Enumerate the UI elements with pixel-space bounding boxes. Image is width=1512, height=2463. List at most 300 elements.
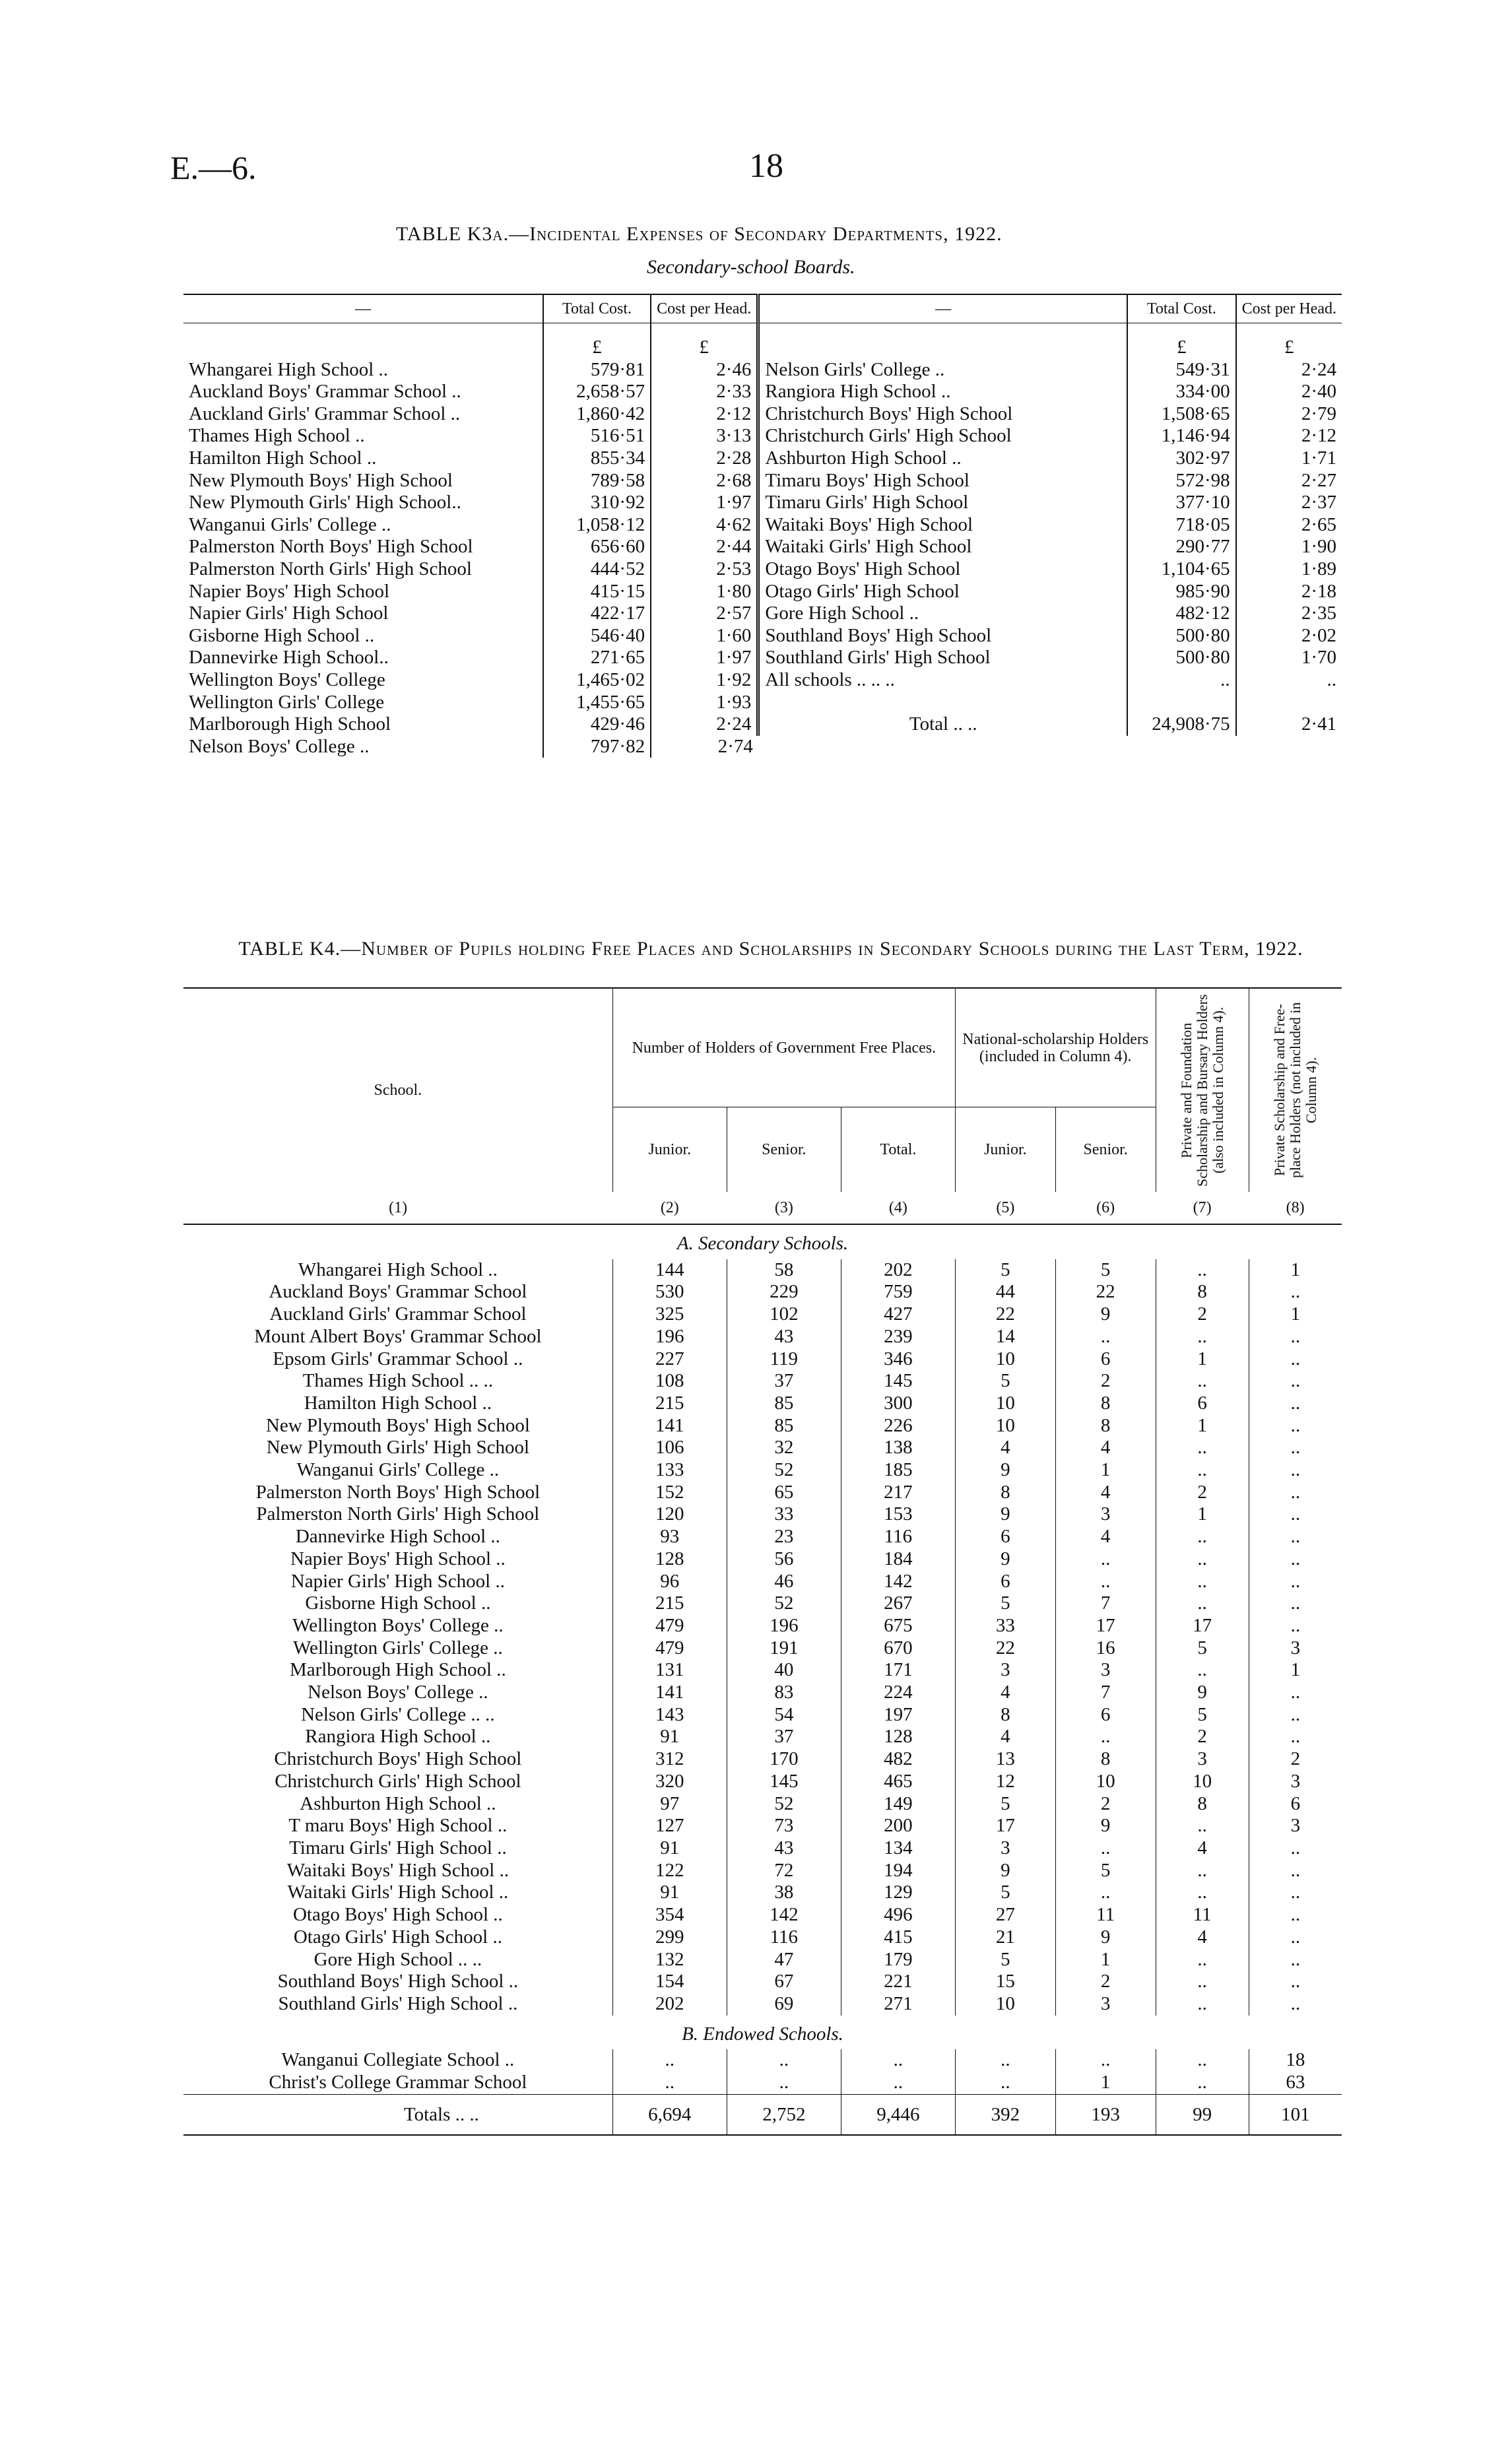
- value-cell: ..: [1249, 1926, 1342, 1949]
- unit-label: £: [1127, 323, 1236, 359]
- value-cell: 122: [612, 1860, 727, 1882]
- value-cell: 17: [1156, 1615, 1249, 1637]
- value-cell: 141: [612, 1682, 727, 1704]
- value-cell: 129: [841, 1882, 955, 1904]
- school-name: Christchurch Girls' High School: [275, 1770, 521, 1792]
- total-cost: 500·80: [1127, 647, 1236, 669]
- unit-label: £: [1236, 323, 1342, 359]
- value-cell: ..: [1156, 1437, 1249, 1459]
- value-cell: 170: [727, 1748, 841, 1771]
- value-cell: 8: [955, 1704, 1055, 1726]
- value-cell: 415: [841, 1926, 955, 1949]
- cost-per-head: 2·33: [651, 381, 758, 403]
- value-cell: 4: [955, 1726, 1055, 1748]
- cost-per-head: 2·28: [651, 447, 758, 470]
- school-name: Gore High School .. ..: [313, 1948, 482, 1970]
- value-cell: 9,446: [841, 2094, 955, 2135]
- school-name: Napier Girls' High School: [189, 603, 389, 624]
- cost-per-head: 2·24: [1236, 359, 1342, 381]
- value-cell: 496: [841, 1904, 955, 1926]
- school-name: Waitaki Girls' High School: [758, 536, 1127, 558]
- table-row: [183, 1682, 1342, 1704]
- value-cell: 4: [1156, 1926, 1249, 1949]
- document-reference: E.—6.: [170, 149, 257, 186]
- section-heading-row: [183, 2016, 1342, 2050]
- cost-per-head: 2·46: [651, 359, 758, 381]
- value-cell: 145: [727, 1771, 841, 1793]
- table-row: [183, 1860, 1342, 1882]
- value-cell: 73: [727, 1815, 841, 1837]
- value-cell: ..: [1249, 1571, 1342, 1593]
- value-cell: 7: [1055, 1682, 1156, 1704]
- value-cell: 4: [1055, 1526, 1156, 1548]
- total-cost: 429·46: [543, 713, 651, 736]
- value-cell: 58: [727, 1259, 841, 1282]
- value-cell: ..: [1156, 1882, 1249, 1904]
- table-k4: [183, 987, 1342, 2136]
- value-cell: 10: [955, 1993, 1055, 2016]
- value-cell: 14: [955, 1326, 1055, 1348]
- table-row: [183, 736, 1342, 758]
- column-number: (4): [841, 1192, 955, 1224]
- value-cell: 154: [612, 1971, 727, 1993]
- value-cell: 144: [612, 1259, 727, 1282]
- value-cell: ..: [1055, 2049, 1156, 2072]
- cost-per-head: 2·27: [1236, 470, 1342, 492]
- table-row: [183, 1593, 1342, 1615]
- value-cell: 530: [612, 1281, 727, 1303]
- value-cell: 2: [1055, 1793, 1156, 1816]
- table-row: [183, 558, 1342, 581]
- table-row: [183, 1926, 1342, 1949]
- school-name: Dannevirke High School ..: [295, 1526, 500, 1548]
- spacer: [758, 692, 1127, 714]
- cost-per-head: 2·37: [1236, 492, 1342, 514]
- value-cell: 179: [841, 1949, 955, 1971]
- value-cell: 4: [1055, 1437, 1156, 1459]
- value-cell: 194: [841, 1860, 955, 1882]
- value-cell: 3: [1249, 1637, 1342, 1660]
- section-heading: A. Secondary Schools.: [676, 1233, 849, 1254]
- totals-row: [183, 2094, 1342, 2135]
- value-cell: 16: [1055, 1637, 1156, 1660]
- value-cell: 312: [612, 1748, 727, 1771]
- value-cell: 5: [955, 1882, 1055, 1904]
- school-name: Dannevirke High School..: [189, 647, 389, 669]
- value-cell: ..: [1249, 1482, 1342, 1504]
- cost-per-head: 2·44: [651, 536, 758, 558]
- value-cell: ..: [1156, 1593, 1249, 1615]
- total-cost: 500·80: [1127, 625, 1236, 647]
- school-name: Rangiora High School ..: [758, 381, 1127, 403]
- value-cell: 482: [841, 1748, 955, 1771]
- table-row: [183, 647, 1342, 669]
- school-name: Nelson Girls' College ..: [758, 359, 1127, 381]
- value-cell: ..: [1249, 1904, 1342, 1926]
- cost-per-head: 1·93: [651, 692, 758, 714]
- column-number: (5): [955, 1192, 1055, 1224]
- school-name: Wellington Boys' College ..: [292, 1614, 504, 1636]
- cost-per-head: 1·97: [651, 647, 758, 669]
- table-row: [183, 581, 1342, 603]
- total-cost: 415·15: [543, 581, 651, 603]
- value-cell: 1: [1156, 1415, 1249, 1437]
- total-cost: 1,104·65: [1127, 558, 1236, 581]
- value-cell: 2: [1249, 1748, 1342, 1771]
- school-name: Southland Girls' High School ..: [278, 1992, 518, 2014]
- k3a-col-head-right: Cost per Head.: [1236, 294, 1342, 323]
- value-cell: 4: [955, 1437, 1055, 1459]
- k4-col-national-scholarship: National-scholarship Holders (included in Column 4).: [955, 988, 1156, 1107]
- value-cell: ..: [1156, 1526, 1249, 1548]
- table-row: [183, 1259, 1342, 1282]
- table-row: [183, 447, 1342, 470]
- value-cell: 215: [612, 1393, 727, 1415]
- value-cell: 9: [955, 1503, 1055, 1526]
- total-cost: 579·81: [543, 359, 651, 381]
- value-cell: 10: [955, 1393, 1055, 1415]
- value-cell: 37: [727, 1726, 841, 1748]
- value-cell: 1: [1249, 1659, 1342, 1682]
- value-cell: 8: [1156, 1281, 1249, 1303]
- value-cell: 1: [1055, 1949, 1156, 1971]
- total-cost: 549·31: [1127, 359, 1236, 381]
- value-cell: 116: [841, 1526, 955, 1548]
- cost-per-head: 2·57: [651, 603, 758, 625]
- table-row: [183, 514, 1342, 537]
- cost-per-head: 2·02: [1236, 625, 1342, 647]
- value-cell: 5: [1055, 1860, 1156, 1882]
- section-heading: B. Endowed Schools.: [682, 2023, 843, 2045]
- value-cell: ..: [727, 2049, 841, 2072]
- value-cell: ..: [1249, 1993, 1342, 2016]
- value-cell: 5: [955, 1593, 1055, 1615]
- value-cell: 46: [727, 1571, 841, 1593]
- value-cell: 193: [1055, 2094, 1156, 2135]
- value-cell: 320: [612, 1771, 727, 1793]
- value-cell: ..: [1249, 1615, 1342, 1637]
- k4-col-school: School.: [183, 988, 612, 1192]
- k3a-body: [183, 323, 1342, 758]
- value-cell: 10: [955, 1348, 1055, 1371]
- value-cell: ..: [1249, 1415, 1342, 1437]
- school-name: Marlborough High School: [189, 713, 391, 735]
- school-name: Waitaki Girls' High School ..: [287, 1882, 509, 1903]
- cost-per-head: 2·65: [1236, 514, 1342, 537]
- value-cell: 267: [841, 1593, 955, 1615]
- cost-per-head: 2·53: [651, 558, 758, 581]
- value-cell: 3: [1055, 1993, 1156, 2016]
- k4-col-private-foundation: Private and Foundation Scholarship and Bursary Holders (also included in Column 4).: [1156, 988, 1249, 1192]
- value-cell: 6: [1055, 1704, 1156, 1726]
- value-cell: 9: [1055, 1926, 1156, 1949]
- unit-label: £: [651, 323, 758, 359]
- school-name: Totals .. ..: [183, 2094, 612, 2135]
- column-number: (3): [727, 1192, 841, 1224]
- table-row: [183, 381, 1342, 403]
- value-cell: 5: [1156, 1704, 1249, 1726]
- value-cell: ..: [1156, 1659, 1249, 1682]
- total-cost: 985·90: [1127, 581, 1236, 603]
- school-name: Auckland Girls' Grammar School: [269, 1303, 527, 1325]
- value-cell: 47: [727, 1949, 841, 1971]
- value-cell: 224: [841, 1682, 955, 1704]
- value-cell: 197: [841, 1704, 955, 1726]
- k4-body: [183, 1224, 1342, 2135]
- school-name: T maru Boys' High School ..: [288, 1815, 508, 1837]
- table-row: [183, 1548, 1342, 1571]
- school-name: Napier Girls' High School ..: [290, 1570, 505, 1592]
- value-cell: 38: [727, 1882, 841, 1904]
- value-cell: 1: [1249, 1303, 1342, 1326]
- value-cell: 196: [612, 1326, 727, 1348]
- value-cell: 106: [612, 1437, 727, 1459]
- value-cell: 22: [955, 1303, 1055, 1326]
- k4-col-senior: Senior.: [727, 1107, 841, 1193]
- value-cell: 5: [955, 1793, 1055, 1816]
- value-cell: 5: [1055, 1259, 1156, 1282]
- table-row: [183, 1526, 1342, 1548]
- value-cell: 2: [1055, 1971, 1156, 1993]
- value-cell: 2,752: [727, 2094, 841, 2135]
- table-row: [183, 1993, 1342, 2016]
- value-cell: ..: [1055, 1326, 1156, 1348]
- value-cell: 17: [1055, 1615, 1156, 1637]
- value-cell: 43: [727, 1326, 841, 1348]
- value-cell: ..: [1156, 1370, 1249, 1393]
- value-cell: 93: [612, 1526, 727, 1548]
- school-name: Christchurch Boys' High School: [274, 1748, 522, 1770]
- school-name: Wellington Boys' College: [189, 669, 385, 690]
- value-cell: ..: [1156, 1993, 1249, 2016]
- value-cell: 171: [841, 1659, 955, 1682]
- school-name: Otago Girls' High School ..: [293, 1926, 502, 1948]
- school-name: Nelson Boys' College ..: [189, 735, 370, 757]
- table-row: [183, 1615, 1342, 1637]
- value-cell: 239: [841, 1326, 955, 1348]
- value-cell: 200: [841, 1815, 955, 1837]
- table-row: [183, 1637, 1342, 1660]
- table-row: [183, 1303, 1342, 1326]
- value-cell: ..: [1249, 1882, 1342, 1904]
- value-cell: 37: [727, 1370, 841, 1393]
- value-cell: 108: [612, 1370, 727, 1393]
- cost-per-head: 2·68: [651, 470, 758, 492]
- value-cell: 101: [1249, 2094, 1342, 2135]
- table-k3a: [183, 294, 1342, 758]
- value-cell: 221: [841, 1971, 955, 1993]
- k3a-col-total-right: Total Cost.: [1127, 294, 1236, 323]
- value-cell: ..: [1249, 1726, 1342, 1748]
- value-cell: 133: [612, 1459, 727, 1482]
- value-cell: 675: [841, 1615, 955, 1637]
- value-cell: 9: [1055, 1815, 1156, 1837]
- k3a-col-school-left: —: [183, 294, 543, 323]
- school-name: Palmerston North Girls' High School: [256, 1503, 540, 1525]
- value-cell: 185: [841, 1459, 955, 1482]
- value-cell: 153: [841, 1503, 955, 1526]
- k4-col-nat-senior: Senior.: [1055, 1107, 1156, 1193]
- total-cost: 855·34: [543, 447, 651, 470]
- value-cell: 15: [955, 1971, 1055, 1993]
- value-cell: 10: [1156, 1771, 1249, 1793]
- value-cell: ..: [1055, 1882, 1156, 1904]
- table-row: [183, 1837, 1342, 1860]
- value-cell: 202: [612, 1993, 727, 2016]
- value-cell: 23: [727, 1526, 841, 1548]
- value-cell: 6: [1156, 1393, 1249, 1415]
- spacer: [1127, 692, 1236, 714]
- total-cost: 444·52: [543, 558, 651, 581]
- value-cell: 8: [1055, 1415, 1156, 1437]
- grand-total-cost: 24,908·75: [1127, 713, 1236, 736]
- k3a-col-head-left: Cost per Head.: [651, 294, 758, 323]
- school-name: Wanganui Girls' College ..: [189, 513, 391, 535]
- school-name: Hamilton High School ..: [189, 447, 377, 469]
- school-name: New Plymouth Boys' High School: [189, 469, 453, 491]
- value-cell: ..: [612, 2049, 727, 2072]
- table-row: [183, 1726, 1342, 1748]
- cost-per-head: 4·62: [651, 514, 758, 537]
- value-cell: 85: [727, 1415, 841, 1437]
- value-cell: 52: [727, 1593, 841, 1615]
- value-cell: ..: [612, 2072, 727, 2094]
- page-number: 18: [749, 147, 783, 185]
- school-name: Ashburton High School ..: [300, 1792, 496, 1814]
- column-number: (1): [183, 1192, 612, 1224]
- value-cell: 72: [727, 1860, 841, 1882]
- value-cell: 9: [955, 1459, 1055, 1482]
- section-heading-row: [183, 1224, 1342, 1259]
- value-cell: ..: [841, 2049, 955, 2072]
- school-name: Timaru Girls' High School ..: [289, 1837, 507, 1858]
- school-name: New Plymouth Boys' High School: [265, 1414, 530, 1436]
- value-cell: 11: [1055, 1904, 1156, 1926]
- value-cell: ..: [1249, 1682, 1342, 1704]
- value-cell: 9: [1055, 1303, 1156, 1326]
- school-name: Hamilton High School ..: [304, 1392, 492, 1414]
- value-cell: 9: [1156, 1682, 1249, 1704]
- value-cell: ..: [1055, 1837, 1156, 1860]
- table-row: [183, 1815, 1342, 1837]
- value-cell: 99: [1156, 2094, 1249, 2135]
- school-name: Napier Boys' High School: [189, 580, 390, 602]
- value-cell: 44: [955, 1281, 1055, 1303]
- school-name: Otago Boys' High School: [758, 558, 1127, 581]
- value-cell: ..: [955, 2072, 1055, 2094]
- value-cell: 2: [1156, 1303, 1249, 1326]
- total-cost: 302·97: [1127, 447, 1236, 470]
- value-cell: 116: [727, 1926, 841, 1949]
- school-name: Whangarei High School ..: [298, 1259, 498, 1280]
- k4-col-total: Total.: [841, 1107, 955, 1193]
- value-cell: 202: [841, 1259, 955, 1282]
- value-cell: 354: [612, 1904, 727, 1926]
- value-cell: 119: [727, 1348, 841, 1371]
- total-cost: ..: [1127, 669, 1236, 692]
- school-name: Christchurch Boys' High School: [758, 403, 1127, 426]
- table-row: [183, 1348, 1342, 1371]
- value-cell: 3: [955, 1659, 1055, 1682]
- value-cell: 299: [612, 1926, 727, 1949]
- school-name: Waitaki Boys' High School: [758, 514, 1127, 537]
- value-cell: 9: [955, 1548, 1055, 1571]
- school-name: Christchurch Girls' High School: [758, 425, 1127, 447]
- school-name: Whangarei High School ..: [189, 358, 389, 380]
- table-row: [183, 1882, 1342, 1904]
- value-cell: 85: [727, 1393, 841, 1415]
- value-cell: ..: [1156, 2049, 1249, 2072]
- unit-label: £: [543, 323, 651, 359]
- value-cell: 2: [1055, 1370, 1156, 1393]
- value-cell: ..: [1249, 1370, 1342, 1393]
- school-name: Gisborne High School ..: [305, 1593, 491, 1614]
- value-cell: ..: [1156, 1259, 1249, 1282]
- value-cell: 132: [612, 1949, 727, 1971]
- value-cell: 97: [612, 1793, 727, 1816]
- total-cost: 1,058·12: [543, 514, 651, 537]
- value-cell: 27: [955, 1904, 1055, 1926]
- school-name: Southland Boys' High School: [758, 625, 1127, 647]
- value-cell: 56: [727, 1548, 841, 1571]
- cost-per-head: 2·24: [651, 713, 758, 736]
- table-row: [183, 2072, 1342, 2094]
- table-row: [183, 1971, 1342, 1993]
- k4-col-gov-free-places: Number of Holders of Government Free Places.: [612, 988, 955, 1107]
- school-name: Timaru Boys' High School: [758, 470, 1127, 492]
- school-name: Wellington Girls' College ..: [292, 1637, 503, 1658]
- value-cell: 33: [727, 1503, 841, 1526]
- total-cost: 656·60: [543, 536, 651, 558]
- value-cell: 191: [727, 1637, 841, 1660]
- value-cell: 226: [841, 1415, 955, 1437]
- school-name: Palmerston North Boys' High School: [255, 1481, 541, 1503]
- value-cell: 217: [841, 1482, 955, 1504]
- school-name: Auckland Boys' Grammar School: [269, 1281, 527, 1303]
- school-name: Marlborough High School ..: [289, 1659, 506, 1681]
- value-cell: ..: [1249, 1348, 1342, 1371]
- value-cell: 22: [955, 1637, 1055, 1660]
- value-cell: 21: [955, 1926, 1055, 1949]
- value-cell: 142: [841, 1571, 955, 1593]
- table-row: [183, 669, 1342, 692]
- school-name: New Plymouth Girls' High School: [266, 1437, 530, 1459]
- school-name: Christ's College Grammar School: [269, 2072, 527, 2093]
- value-cell: ..: [1249, 1326, 1342, 1348]
- value-cell: 3: [1249, 1815, 1342, 1837]
- value-cell: 6: [955, 1571, 1055, 1593]
- value-cell: ..: [1249, 1526, 1342, 1548]
- school-name: Timaru Girls' High School: [758, 492, 1127, 514]
- value-cell: 40: [727, 1659, 841, 1682]
- total-cost: 516·51: [543, 425, 651, 447]
- value-cell: 18: [1249, 2049, 1342, 2072]
- value-cell: 2: [1156, 1482, 1249, 1504]
- table-row: [183, 1482, 1342, 1504]
- value-cell: 427: [841, 1303, 955, 1326]
- total-cost: 334·00: [1127, 381, 1236, 403]
- column-number: (6): [1055, 1192, 1156, 1224]
- value-cell: ..: [1156, 1326, 1249, 1348]
- table-row: [183, 2049, 1342, 2072]
- cost-per-head: 1·97: [651, 492, 758, 514]
- cost-per-head: 1·90: [1236, 536, 1342, 558]
- table-k3a-subtitle: Secondary-school Boards.: [647, 256, 855, 278]
- value-cell: 1: [1249, 1259, 1342, 1282]
- table-row: [183, 359, 1342, 381]
- table-row: [183, 536, 1342, 558]
- value-cell: ..: [1249, 1837, 1342, 1860]
